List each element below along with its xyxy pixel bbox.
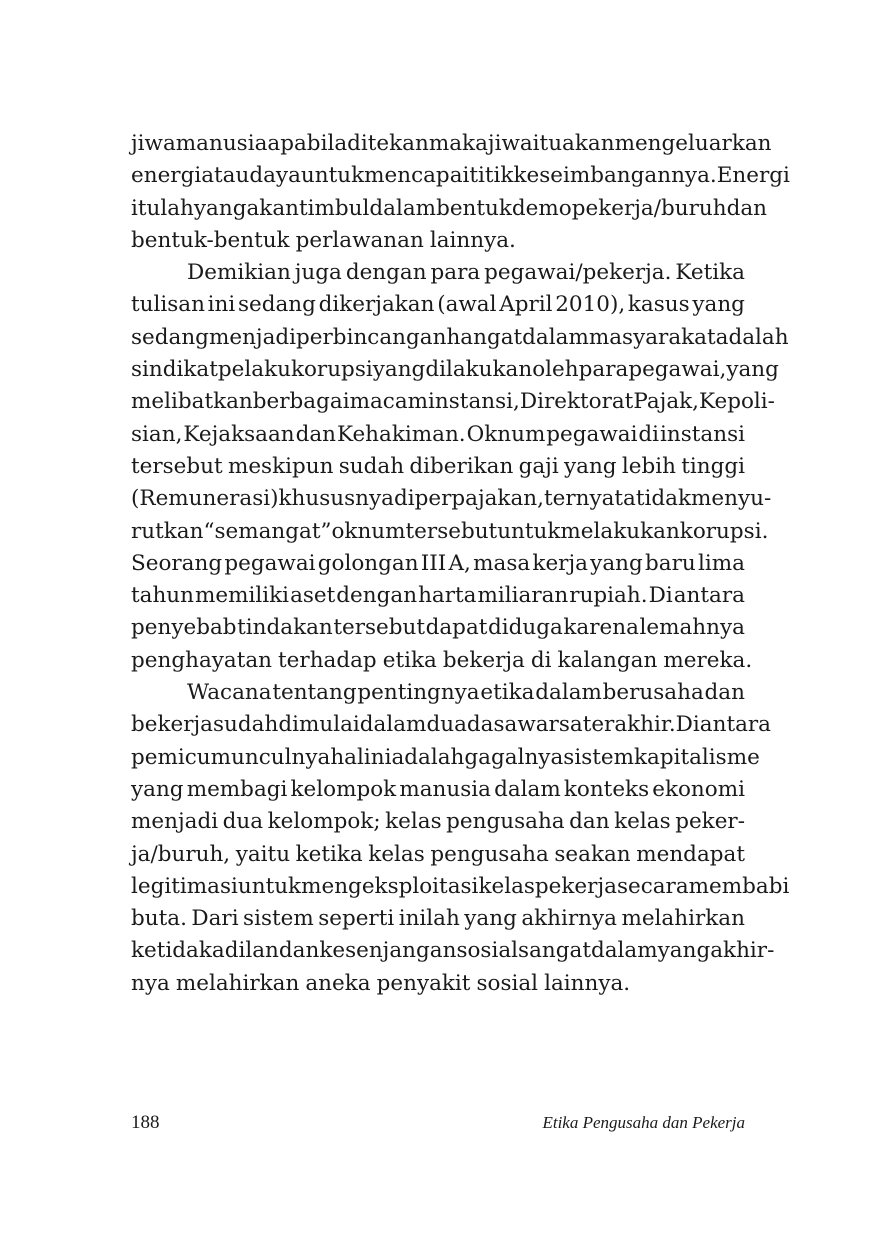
text-line: bekerja sudah dimulai dalam dua dasawarsa terakhir. Di antara: [131, 712, 771, 738]
text-line: Seorang pegawai golongan III A, masa kerja yang baru lima: [131, 550, 745, 576]
text-line: pemicu munculnya hal ini adalah gagalnya sistem kapitalisme: [131, 744, 760, 770]
text-line: jiwa manusia apabila ditekan maka jiwa itu akan mengeluarkan: [131, 131, 772, 156]
text-line: buta. Dari sistem seperti inilah yang akhirnya melahirkan: [131, 906, 745, 932]
text-line: tulisan ini sedang dikerjakan (awal April 2010), kasus yang: [131, 292, 745, 318]
running-title: Etika Pengusaha dan Pekerja: [542, 1113, 745, 1132]
page-body: [131, 128, 790, 1000]
text-line: Demikian juga dengan para pegawai/pekerja. Ketika: [187, 260, 745, 286]
page-footer: [131, 1112, 745, 1134]
text-line: penyebab tindakan tersebut dapat diduga karena lemahnya: [131, 615, 745, 641]
text-line: menjadi dua kelompok; kelas pengusaha dan kelas peker-: [131, 809, 745, 835]
paragraph: [131, 128, 790, 257]
text-line: sian, Kejaksaan dan Kehakiman. Oknum pegawai di instansi: [131, 421, 745, 447]
text-line: Wacana tentang pentingnya etika dalam berusaha dan: [187, 680, 745, 706]
text-line: tersebut meskipun sudah diberikan gaji yang lebih tinggi: [131, 453, 745, 479]
paragraph: [131, 677, 790, 1000]
page-number: 188: [131, 1112, 160, 1133]
text-line: melibatkan berbagai macam instansi, Direktorat Pajak, Kepoli-: [131, 389, 775, 415]
text-line: penghayatan terhadap etika bekerja di kalangan mereka.: [131, 647, 753, 673]
text-line: (Remunerasi) khususnya di perpajakan, ternyata tidak menyu-: [131, 486, 772, 512]
text-line: sindikat pelaku korupsi yang dilakukan oleh para pegawai, yang: [131, 357, 779, 383]
paragraph: [131, 257, 789, 677]
text-line: sedang menjadi perbincangan hangat dalam masyarakat adalah: [131, 324, 789, 350]
text-line: itulah yang akan timbul dalam bentuk demo pekerja/buruh dan: [131, 195, 768, 221]
text-line: yang membagi kelompok manusia dalam konteks ekonomi: [131, 776, 745, 802]
text-line: energi atau daya untuk mencapai titik keseimbangannya. Energi: [131, 163, 790, 189]
text-line: ja/buruh, yaitu ketika kelas pengusaha seakan mendapat: [131, 841, 745, 867]
text-line: tahun memiliki aset dengan harta miliaran rupiah. Di antara: [131, 583, 745, 609]
text-line: legitimasi untuk mengeksploitasi kelas pekerja secara membabi: [131, 873, 790, 899]
text-line: ketidakadilan dan kesenjangan sosial sangat dalam yang akhir-: [131, 938, 775, 964]
text-line: nya melahirkan aneka penyakit sosial lainnya.: [131, 970, 631, 996]
text-line: rutkan “semangat” oknum tersebut untuk melakukan korupsi.: [131, 518, 769, 544]
text-line: bentuk-bentuk perlawanan lainnya.: [131, 227, 516, 253]
